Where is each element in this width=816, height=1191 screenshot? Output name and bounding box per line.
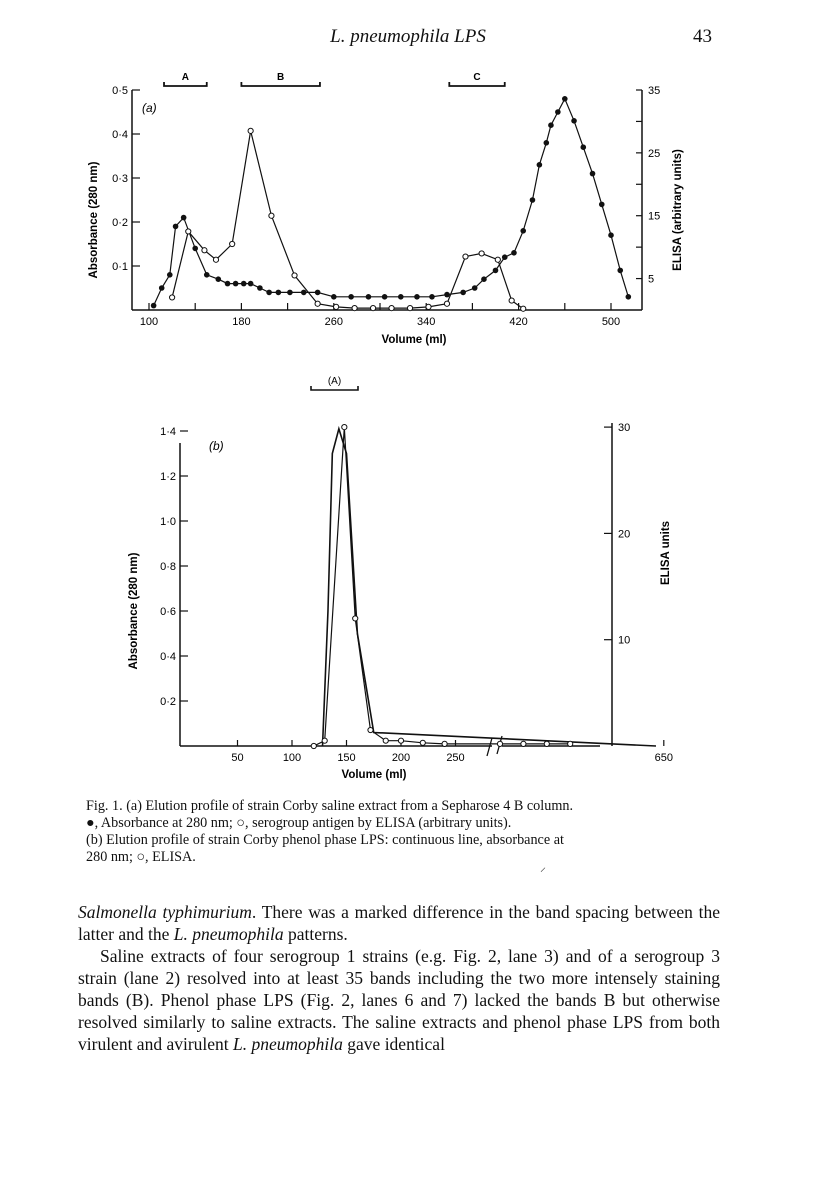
data-point-absorbance: [571, 118, 577, 124]
data-point-elisa: [407, 306, 412, 311]
page-number: 43: [693, 26, 712, 47]
data-point-absorbance: [241, 281, 247, 287]
data-point-absorbance: [590, 171, 596, 177]
data-point-absorbance: [216, 276, 222, 282]
data-point-absorbance: [562, 96, 568, 102]
data-point-absorbance: [151, 303, 157, 309]
data-point-elisa: [509, 298, 514, 303]
data-point-absorbance: [225, 281, 231, 287]
y2-tick-label: 25: [648, 147, 661, 160]
data-point-elisa: [353, 616, 358, 621]
figure-1a-chart: [0, 60, 816, 360]
data-point-absorbance: [537, 162, 543, 168]
data-point-elisa: [444, 301, 449, 306]
data-point-elisa: [334, 304, 339, 309]
data-point-absorbance: [530, 197, 536, 203]
data-point-absorbance: [331, 294, 337, 300]
data-point-elisa: [230, 241, 235, 246]
data-point-absorbance: [287, 290, 293, 296]
data-point-absorbance: [493, 268, 499, 274]
data-point-elisa: [315, 301, 320, 306]
x-axis-label: Volume (ml): [381, 334, 447, 346]
data-point-absorbance: [257, 285, 263, 291]
data-point-elisa: [389, 306, 394, 311]
fraction-label: C: [473, 72, 481, 83]
data-point-absorbance: [348, 294, 354, 300]
data-point-elisa: [322, 738, 327, 743]
data-point-elisa: [495, 257, 500, 262]
data-point-absorbance: [555, 109, 561, 115]
data-point-absorbance: [599, 202, 605, 208]
data-point-elisa: [521, 741, 526, 746]
data-point-absorbance: [580, 144, 586, 150]
stray-mark: ⸝: [540, 860, 547, 874]
y-tick-label: 0·4: [160, 651, 176, 663]
y2-tick-label: 5: [648, 273, 655, 286]
data-point-elisa: [521, 306, 526, 311]
data-point-absorbance: [167, 272, 173, 278]
data-point-absorbance: [192, 246, 198, 252]
data-point-elisa: [479, 251, 484, 256]
data-point-absorbance: [301, 290, 307, 296]
data-point-elisa: [463, 254, 468, 259]
fraction-label: A: [181, 72, 189, 83]
y-tick-label: 0·5: [112, 85, 128, 97]
series-line: [154, 99, 629, 306]
data-point-elisa: [186, 229, 191, 234]
data-point-elisa: [398, 738, 403, 743]
x-tick-label: 250: [446, 752, 465, 764]
data-point-absorbance: [544, 140, 550, 146]
data-point-elisa: [342, 425, 347, 430]
running-header-title: L. pneumophila LPS: [330, 26, 486, 47]
y2-tick-label: 10: [618, 634, 631, 647]
data-point-absorbance: [233, 281, 239, 287]
y2-tick-label: 30: [618, 422, 631, 435]
data-point-elisa: [213, 257, 218, 262]
figure-1b-chart: [0, 368, 816, 788]
data-point-elisa: [370, 306, 375, 311]
data-point-elisa: [420, 740, 425, 745]
y-tick-label: 1·4: [160, 426, 176, 438]
fraction-label: B: [277, 72, 285, 83]
x-tick-label: 180: [232, 316, 251, 328]
data-point-elisa: [352, 306, 357, 311]
y2-axis-label: ELISA units: [660, 520, 672, 586]
data-point-elisa: [170, 295, 175, 300]
data-point-absorbance: [548, 122, 554, 128]
data-point-absorbance: [617, 268, 623, 274]
data-point-absorbance: [173, 224, 179, 230]
y-axis-label: Absorbance (280 nm): [128, 552, 140, 670]
x-tick-label: 100: [139, 316, 159, 328]
data-point-absorbance: [626, 294, 632, 300]
x-tick-label: 340: [417, 316, 436, 328]
data-point-elisa: [292, 273, 297, 278]
x-tick-label: 650: [654, 752, 673, 764]
data-point-elisa: [544, 741, 549, 746]
data-point-elisa: [497, 741, 502, 746]
data-point-elisa: [202, 248, 207, 253]
y-tick-label: 0·1: [112, 261, 128, 273]
data-point-absorbance: [366, 294, 372, 300]
x-tick-label: 100: [282, 752, 302, 764]
series-line: [314, 427, 570, 746]
data-point-absorbance: [276, 290, 282, 296]
x-axis-label: Volume (ml): [341, 769, 407, 781]
caption-line-2: ●, Absorbance at 280 nm; ○, serogroup antigen by ELISA (arbitrary units).: [86, 815, 512, 831]
data-point-elisa: [442, 741, 447, 746]
data-point-absorbance: [444, 292, 450, 298]
panel-label: (a): [142, 101, 157, 115]
paragraph-2: Saline extracts of four serogroup 1 strains (e.g. Fig. 2, lane 3) and of a serogroup 3 strain (lane 2) resolved into at least 35 bands including the two more intensely staining bands (B). Phenol phase LPS (Fig. 2, lanes 6 and 7) lacked the bands B but otherwise resolved similarly to saline extracts. The saline extracts and phenol phase LPS from both virulent and avirulent L. pneumophila gave identical: [78, 946, 720, 1054]
data-point-elisa: [368, 727, 373, 732]
fraction-label: (A): [327, 376, 342, 387]
y2-tick-label: 20: [618, 528, 631, 541]
data-point-elisa: [269, 213, 274, 218]
data-point-absorbance: [266, 290, 272, 296]
y2-tick-label: 15: [648, 210, 661, 223]
data-point-absorbance: [460, 290, 466, 296]
data-point-elisa: [426, 304, 431, 309]
y-tick-label: 0·4: [112, 129, 128, 141]
data-point-absorbance: [382, 294, 388, 300]
y-tick-label: 0·3: [112, 173, 128, 185]
y-tick-label: 0·2: [160, 696, 176, 708]
y-axis-label: Absorbance (280 nm): [88, 161, 100, 279]
series-line: [323, 429, 656, 746]
data-point-elisa: [568, 741, 573, 746]
x-tick-label: 50: [231, 752, 244, 764]
data-point-absorbance: [520, 228, 526, 234]
data-point-absorbance: [414, 294, 420, 300]
y-tick-label: 0·8: [160, 561, 176, 573]
caption-line-4: 280 nm; ○, ELISA.: [86, 849, 196, 865]
x-tick-label: 420: [509, 316, 528, 328]
caption-line-3: (b) Elution profile of strain Corby phenol phase LPS: continuous line, absorbance at: [86, 832, 564, 848]
data-point-elisa: [383, 738, 388, 743]
data-point-absorbance: [159, 285, 165, 291]
x-tick-label: 500: [601, 316, 621, 328]
body-text: [78, 901, 720, 1055]
x-tick-label: 200: [391, 752, 411, 764]
data-point-elisa: [311, 743, 316, 748]
y-tick-label: 1·2: [160, 471, 176, 483]
caption-line-1: Fig. 1. (a) Elution profile of strain Corby saline extract from a Sepharose 4 B column.: [86, 798, 573, 814]
y-tick-label: 1·0: [160, 516, 176, 528]
data-point-absorbance: [502, 254, 508, 260]
data-point-absorbance: [204, 272, 210, 278]
y-tick-label: 0·6: [160, 606, 176, 618]
data-point-absorbance: [429, 294, 435, 300]
data-point-absorbance: [398, 294, 404, 300]
x-tick-label: 260: [324, 316, 343, 328]
data-point-elisa: [248, 128, 253, 133]
paragraph-1: Salmonella typhimurium. There was a marked difference in the band spacing between the latter and the L. pneumophila patterns.: [78, 902, 720, 944]
panel-label: (b): [209, 439, 224, 453]
y2-tick-label: 35: [648, 85, 661, 97]
data-point-absorbance: [315, 290, 321, 296]
data-point-absorbance: [248, 281, 254, 287]
data-point-absorbance: [181, 215, 187, 221]
data-point-absorbance: [481, 276, 487, 282]
figure-caption: [86, 798, 698, 866]
y2-axis-label: ELISA (arbitrary units): [672, 149, 684, 271]
x-tick-label: 150: [337, 752, 356, 764]
data-point-absorbance: [511, 250, 517, 256]
data-point-absorbance: [608, 232, 614, 238]
y-tick-label: 0·2: [112, 217, 128, 229]
data-point-absorbance: [472, 285, 478, 291]
